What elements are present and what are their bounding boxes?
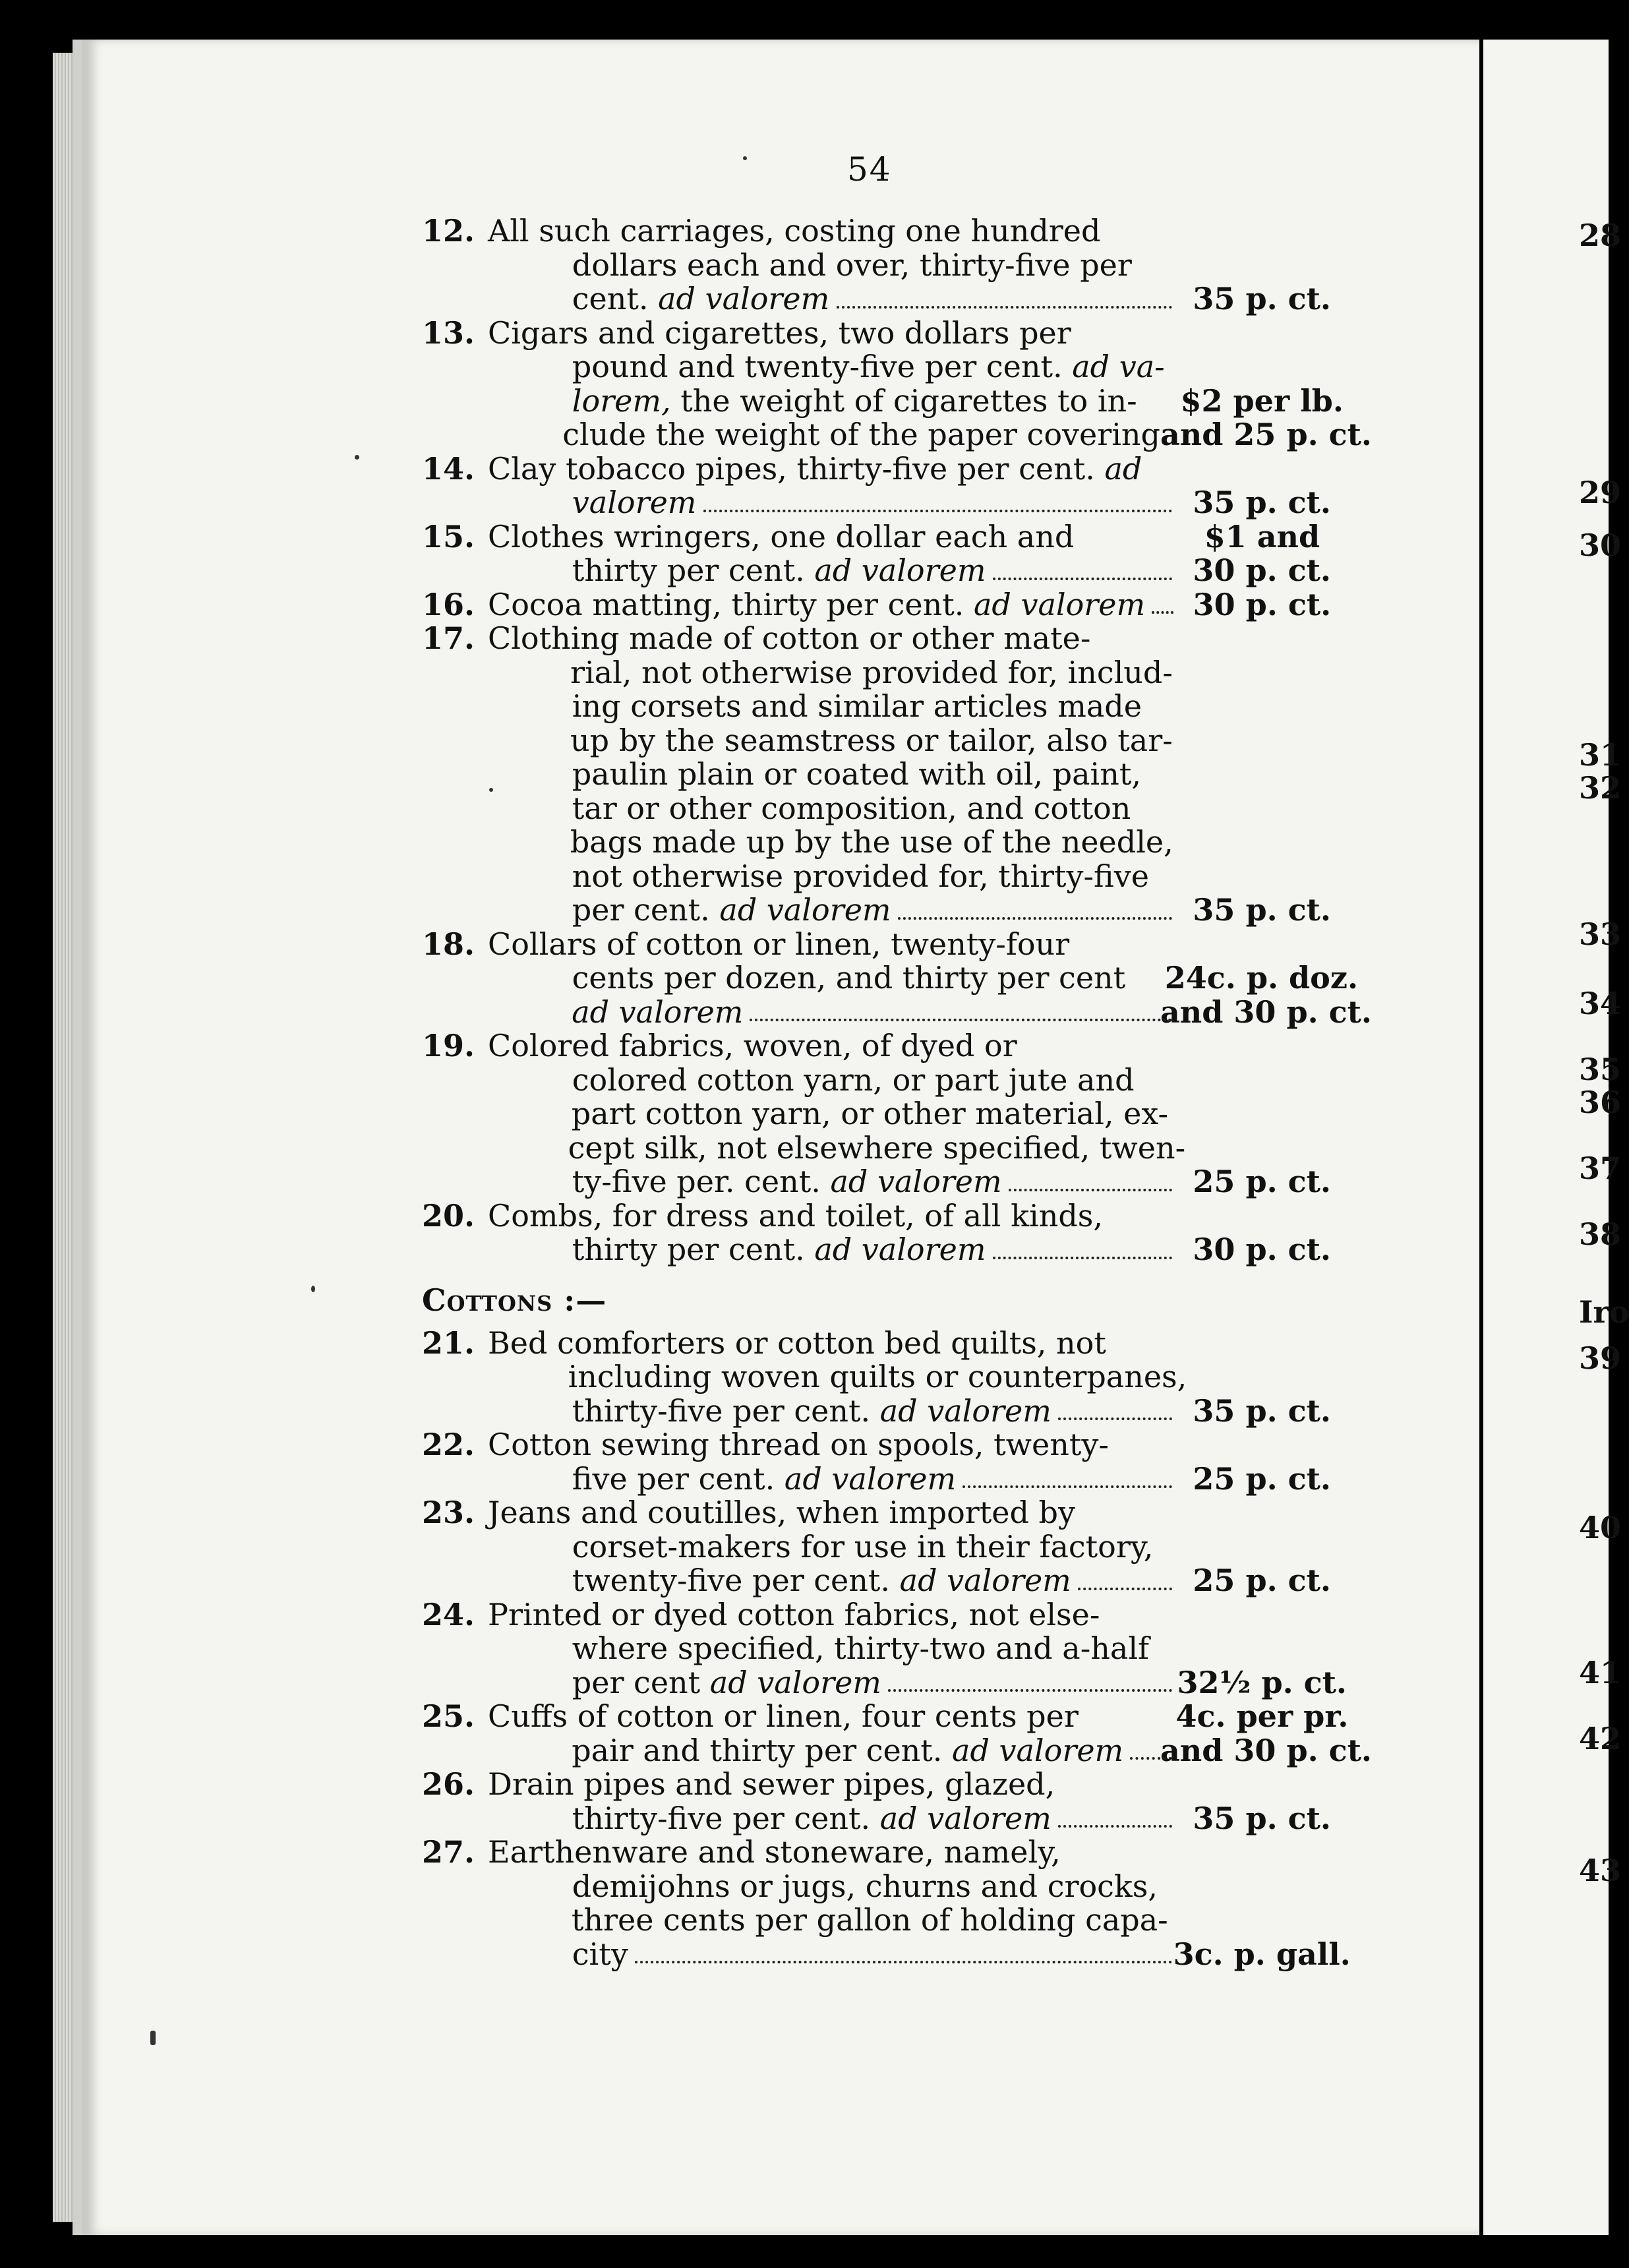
duty-rate: 25 p. ct. [1193,1164,1331,1199]
entry-line [422,282,1358,316]
item-number: 17. [422,620,475,656]
item-description: demijohns or jugs, churns and crocks, [572,1868,1158,1904]
item-number: 22. [422,1427,475,1462]
item-number: 14. [422,450,475,487]
entry-line [422,656,1358,690]
entry-line [422,893,1358,928]
next-page-item-number: 30 [1579,527,1622,563]
tariff-entry [422,1598,1358,1700]
duty-rate: 24c. p. doz. [1164,960,1358,996]
dot-leader [750,1019,1171,1021]
next-page-item-number: 28 [1579,218,1622,253]
item-description: Clay tobacco pipes, thirty-five per cent. ad [488,450,1142,487]
entry-line [422,1165,1358,1199]
item-description: thirty per cent. ad valorem [572,1232,986,1267]
entry-line [422,1700,1358,1734]
item-description: Cotton sewing thread on spools, twenty- [488,1427,1109,1462]
entry-line [422,1063,1358,1098]
item-description: dollars each and over, thirty-five per [572,247,1132,283]
item-description: city [572,1936,628,1972]
item-description: clude the weight of the paper covering [562,417,1160,452]
tariff-entry [422,588,1358,622]
item-description: per cent. ad valorem [572,892,891,928]
dot-leader [837,306,1172,309]
entry-line [422,825,1358,860]
entry-line [422,1199,1358,1234]
entry-line [422,758,1358,792]
dot-leader [1009,1189,1172,1191]
page-number: 54 [847,150,892,189]
entry-line [422,1938,1358,1972]
section-heading: Cottons :— [422,1282,607,1318]
item-number: 21. [422,1325,475,1361]
item-description: colored cotton yarn, or part jute and [572,1061,1135,1098]
entry-line [422,690,1358,724]
entry-line [422,1327,1358,1361]
next-page-item-number: 31 [1579,737,1622,773]
tariff-entry [422,1199,1358,1267]
item-description: rial, not otherwise provided for, includ- [570,654,1173,690]
entry-line [422,1768,1358,1802]
duty-rate: 35 p. ct. [1193,485,1331,520]
next-page-item-number: 43 [1579,1853,1622,1888]
next-page-item-number: Iro [1579,1294,1629,1330]
duty-rate: and 30 p. ct. [1160,1732,1372,1768]
next-page-item-number: 32 [1579,770,1622,806]
dot-leader [635,1961,1172,1963]
dot-leader [1058,1418,1172,1420]
entry-line [422,520,1358,554]
entry-line [422,1666,1358,1700]
dot-leader [703,510,1172,512]
duty-rate: 32½ p. ct. [1177,1664,1347,1700]
entry-line [422,417,1372,452]
entry-line [422,1802,1358,1836]
item-description: Jeans and coutilles, when imported by [488,1495,1075,1530]
item-description: thirty-five per cent. ad valorem [572,1392,1051,1429]
item-description: pair and thirty per cent. ad valorem [572,1732,1124,1768]
item-description: part cotton yarn, or other material, ex- [571,1096,1169,1131]
entry-line [422,588,1358,622]
entry-line [422,1903,1358,1938]
dot-leader [963,1485,1172,1488]
tariff-entry [422,314,1372,452]
entry-line [422,350,1358,384]
next-page-item-number: 34 [1579,986,1622,1021]
speck [150,2031,156,2045]
speck [489,788,493,792]
dot-leader [993,578,1172,580]
item-number: 27. [422,1834,475,1870]
item-description: ad valorem [572,994,744,1030]
entry-line [422,1233,1358,1267]
next-page-item-number: 41 [1579,1655,1622,1690]
item-number: 18. [422,926,475,962]
item-description: Collars of cotton or linen, twenty-four [488,926,1070,962]
next-page-item-number: 38 [1579,1216,1622,1252]
item-number: 26. [422,1766,475,1802]
item-description: twenty-five per cent. ad valorem [572,1563,1071,1598]
next-page-item-number: 40 [1579,1510,1622,1545]
entry-line [422,1029,1358,1063]
entry-line [422,622,1358,656]
duty-rate: 35 p. ct. [1193,1800,1331,1836]
item-description: Combs, for dress and toilet, of all kinds, [488,1197,1104,1234]
tariff-entry [422,520,1358,588]
item-description: valorem [572,485,697,520]
dot-leader [1152,611,1173,614]
tariff-entries [422,213,1372,1972]
entry-line [422,249,1358,283]
item-description: ty-five per. cent. ad valorem [572,1164,1002,1199]
entry-line [422,1564,1358,1598]
next-page-edge [1483,40,1629,2235]
item-description: five per cent. ad valorem [572,1460,957,1497]
tariff-entry [422,452,1358,520]
item-description: thirty-five per cent. ad valorem [572,1800,1051,1836]
entry-line [422,1732,1372,1768]
tariff-entry [422,1327,1358,1429]
dot-leader [1130,1757,1171,1760]
item-description: ing corsets and similar articles made [572,688,1142,724]
tariff-entry [422,214,1358,316]
next-page-item-number: 35 [1579,1052,1622,1087]
dot-leader [993,1257,1172,1259]
item-description: bags made up by the use of the needle, [570,824,1173,860]
next-page-item-number: 36 [1579,1085,1622,1120]
tariff-entry [422,1698,1372,1768]
item-number: 19. [422,1028,475,1063]
item-description: Cocoa matting, thirty per cent. ad valorem [488,586,1146,622]
entry-line [422,1097,1358,1131]
duty-rate: 35 p. ct. [1193,281,1331,316]
next-page-item-number: 33 [1579,916,1622,952]
item-description: All such carriages, costing one hundred [488,213,1101,249]
dot-leader [1058,1825,1172,1828]
entry-line [422,792,1358,826]
item-description: Cigars and cigarettes, two dollars per [488,314,1071,351]
duty-rate: 35 p. ct. [1193,892,1331,928]
item-description: not otherwise provided for, thirty-five [572,858,1149,894]
item-description: including woven quilts or counterpanes, [568,1359,1187,1394]
tariff-entry [422,1835,1358,1971]
entry-line [422,384,1358,419]
entry-line [422,1428,1358,1462]
entry-line [422,1530,1358,1565]
speck [355,455,359,460]
tariff-entry [422,1029,1358,1199]
duty-rate: 25 p. ct. [1193,1460,1331,1497]
item-number: 25. [422,1698,475,1734]
entry-line [422,452,1358,487]
item-description: cept silk, not elsewhere specified, twen- [568,1129,1186,1166]
item-description: where specified, thirty-two and a-half [572,1630,1150,1666]
item-number: 13. [422,314,475,351]
item-description: corset-makers for use in their factory, [572,1528,1154,1565]
duty-rate: 30 p. ct. [1193,586,1332,622]
entry-line [422,961,1358,996]
item-number: 20. [422,1197,475,1234]
tariff-entry [422,1428,1358,1496]
tariff-entry [422,1496,1358,1598]
item-description: Clothes wringers, one dollar each and [488,518,1075,554]
entry-line [422,486,1358,520]
entry-line [422,928,1358,962]
tariff-entry [422,1768,1358,1835]
item-description: tar or other composition, and cotton [572,790,1131,826]
duty-rate: 3c. p. gall. [1173,1936,1351,1972]
entry-line [422,1394,1358,1429]
tariff-entry [422,926,1372,1030]
item-number: 23. [422,1495,475,1530]
item-description: Printed or dyed cotton fabrics, not else- [488,1596,1100,1632]
item-description: Cuffs of cotton or linen, four cents per [488,1698,1079,1734]
duty-rate: and 30 p. ct. [1160,994,1372,1030]
entry-line [422,1360,1358,1394]
item-description: up by the seamstress or tailor, also tar- [570,722,1173,758]
next-page-item-number: 39 [1579,1340,1622,1376]
item-number: 12. [422,213,475,249]
speck [743,156,747,160]
duty-rate: 4c. per pr. [1175,1698,1349,1734]
item-description: paulin plain or coated with oil, paint, [572,756,1141,792]
entry-line [422,554,1358,588]
item-number: 24. [422,1596,475,1632]
item-description: thirty per cent. ad valorem [572,552,986,588]
next-page-item-number: 29 [1579,475,1622,510]
entry-line [422,1462,1358,1497]
duty-rate: 30 p. ct. [1193,1232,1331,1267]
dot-leader [1078,1588,1172,1590]
entry-line [422,994,1372,1030]
item-description: three cents per gallon of holding capa- [571,1902,1168,1938]
entry-line [422,316,1358,351]
entry-line [422,860,1358,894]
speck [311,1286,315,1292]
item-description: Drain pipes and sewer pipes, glazed, [488,1766,1055,1802]
duty-rate: 30 p. ct. [1193,552,1331,588]
item-description: pound and twenty-five per cent. ad va- [572,349,1165,384]
duty-rate: $1 and [1204,518,1320,554]
item-description: Colored fabrics, woven, of dyed or [488,1028,1017,1063]
entry-line [422,214,1358,249]
next-page-item-number: 37 [1579,1150,1622,1186]
entry-line [422,724,1358,758]
entry-line [422,1632,1358,1666]
duty-rate: and 25 p. ct. [1160,417,1372,452]
item-number: 15. [422,518,475,554]
entry-line [422,1496,1358,1530]
entry-line [422,1870,1358,1904]
entry-line [422,1131,1358,1166]
item-description: cents per dozen, and thirty per cent [572,960,1126,996]
next-page-item-number: 42 [1579,1721,1622,1756]
item-description: per cent ad valorem [572,1664,881,1700]
item-description: Clothing made of cotton or other mate- [488,620,1091,656]
item-number: 16. [422,586,475,622]
tariff-entry [422,622,1358,928]
dot-leader [888,1689,1172,1692]
duty-rate: 35 p. ct. [1193,1392,1331,1429]
duty-rate: 25 p. ct. [1193,1563,1331,1598]
item-description: Bed comforters or cotton bed quilts, not [488,1325,1106,1361]
item-description: cent. ad valorem [572,281,830,316]
entry-line [422,1598,1358,1632]
entry-line [422,1835,1358,1870]
item-description: Earthenware and stoneware, namely, [488,1834,1061,1870]
duty-rate: $2 per lb. [1180,382,1344,419]
item-description: lorem, the weight of cigarettes to in- [572,382,1137,419]
dot-leader [898,917,1172,920]
